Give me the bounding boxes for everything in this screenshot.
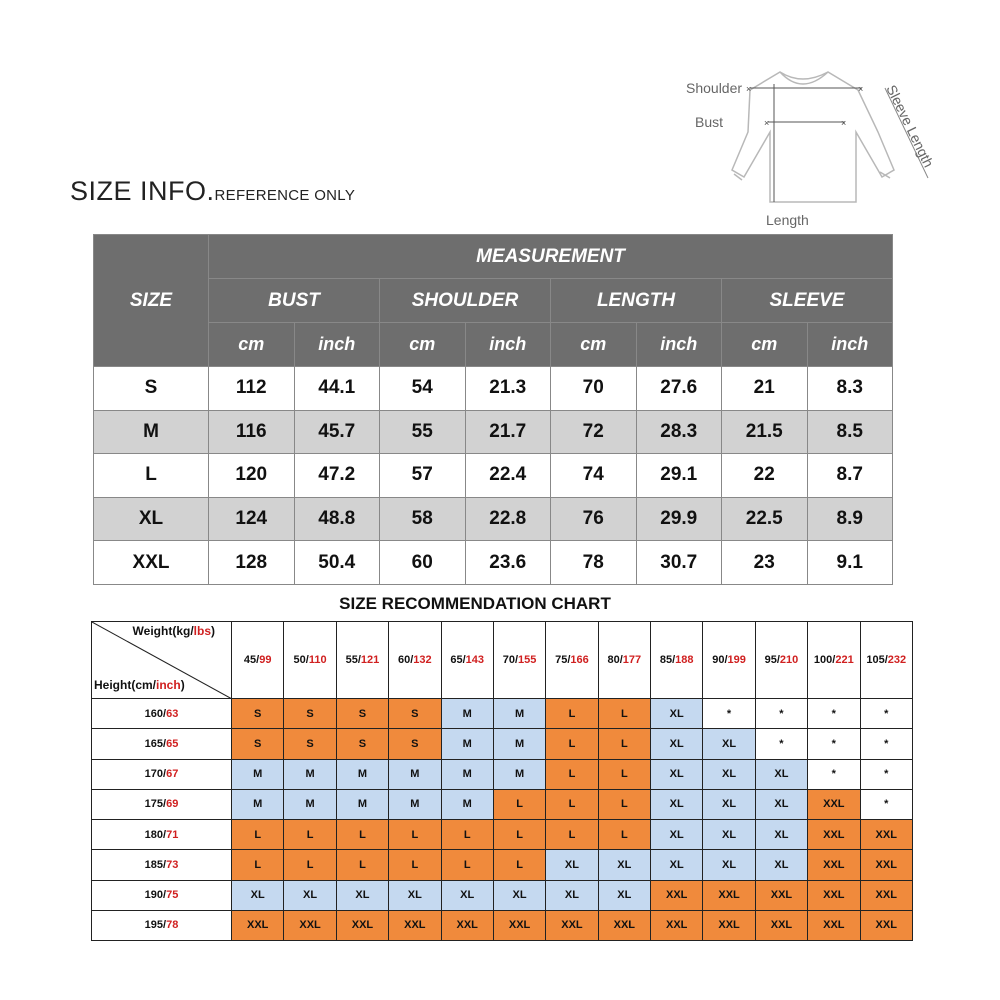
recommended-size-cell: XL (651, 820, 703, 850)
diagram-length-label: Length (766, 212, 809, 228)
weight-header: 105/232 (860, 622, 913, 699)
recommended-size-cell: L (284, 850, 336, 880)
measurement-value: 21.5 (722, 410, 808, 454)
recommended-size-cell: * (808, 729, 860, 759)
recommended-size-cell: XXL (808, 789, 860, 819)
measurement-value: 21 (722, 367, 808, 411)
measurement-row (94, 497, 893, 541)
recommended-size-cell: L (598, 820, 650, 850)
weight-kg: 75 (555, 654, 568, 666)
weight-header: 55/121 (336, 622, 388, 699)
svg-text:×: × (841, 118, 847, 128)
recommendation-table (91, 621, 913, 941)
weight-header: 100/221 (808, 622, 860, 699)
recommended-size-cell: L (546, 789, 598, 819)
recommended-size-cell: XXL (860, 880, 913, 910)
recommended-size-cell: * (860, 789, 913, 819)
recommended-size-cell: XXL (546, 910, 598, 940)
recommended-size-cell: L (441, 820, 493, 850)
diagram-shoulder-label: Shoulder (686, 80, 743, 96)
recommended-size-cell: L (284, 820, 336, 850)
measurement-value: 9.1 (807, 541, 893, 585)
recommended-size-cell: * (860, 729, 913, 759)
measurement-row (94, 367, 893, 411)
measurement-value: 22 (722, 454, 808, 498)
recommended-size-cell: L (493, 820, 545, 850)
recommended-size-cell: M (389, 759, 441, 789)
recommended-size-cell: * (860, 759, 913, 789)
recommended-size-cell: M (441, 729, 493, 759)
weight-kg: 45 (243, 654, 257, 666)
measurement-value: 50.4 (294, 541, 380, 585)
recommended-size-cell: XL (755, 820, 807, 850)
recommended-size-cell: M (232, 759, 284, 789)
recommended-size-cell: M (441, 759, 493, 789)
unit-header: inch (636, 323, 722, 367)
size-cell: XXL (94, 541, 209, 585)
recommendation-row (92, 729, 913, 759)
weight-kg: 60 (397, 654, 411, 666)
weight-lbs: 210 (779, 654, 799, 666)
recommended-size-cell: XXL (755, 880, 807, 910)
recommended-size-cell: XL (703, 759, 755, 789)
recommended-size-cell: XXL (808, 910, 860, 940)
recommended-size-cell: XXL (389, 910, 441, 940)
recommended-size-cell: XXL (598, 910, 650, 940)
weight-header: 90/199 (703, 622, 755, 699)
recommended-size-cell: S (336, 699, 388, 729)
measurement-value: 45.7 (294, 410, 380, 454)
recommended-size-cell: S (389, 729, 441, 759)
recommended-size-cell: S (389, 699, 441, 729)
height-inch: 73 (166, 858, 179, 871)
height-inch: 75 (166, 889, 179, 902)
height-cm: 170 (144, 768, 164, 781)
recommended-size-cell: XL (651, 759, 703, 789)
height-header: 180/71 (92, 820, 232, 850)
recommended-size-cell: L (546, 759, 598, 789)
measurement-value: 55 (380, 410, 466, 454)
recommended-size-cell: XL (651, 699, 703, 729)
height-axis-label: Height(cm/inch) (94, 678, 185, 692)
measurement-value: 22.5 (722, 497, 808, 541)
recommended-size-cell: XL (284, 880, 336, 910)
weight-header: 70/155 (493, 622, 545, 699)
weight-header: 60/132 (389, 622, 441, 699)
recommended-size-cell: XL (651, 789, 703, 819)
recommended-size-cell: * (808, 699, 860, 729)
recommended-size-cell: L (493, 789, 545, 819)
measurement-value: 23.6 (465, 541, 551, 585)
shirt-measurement-diagram (680, 62, 940, 232)
height-header: 175/69 (92, 789, 232, 819)
recommended-size-cell: XL (546, 850, 598, 880)
recommended-size-cell: XXL (860, 910, 913, 940)
sleeve-header: SLEEVE (722, 279, 893, 323)
recommended-size-cell: XXL (232, 910, 284, 940)
height-cm: 190 (144, 889, 164, 902)
height-header: 170/67 (92, 759, 232, 789)
height-inch: 67 (166, 768, 179, 781)
weight-lbs: 166 (570, 654, 589, 666)
measurement-value: 8.5 (807, 410, 893, 454)
shoulder-header: SHOULDER (380, 279, 551, 323)
diagram-bust-label: Bust (695, 114, 724, 130)
recommended-size-cell: S (284, 729, 336, 759)
recommended-size-cell: M (232, 789, 284, 819)
weight-kg: 50 (293, 654, 306, 666)
recommended-size-cell: XXL (808, 820, 860, 850)
unit-header: cm (551, 323, 637, 367)
recommended-size-cell: L (598, 699, 650, 729)
recommended-size-cell: M (389, 789, 441, 819)
recommended-size-cell: XL (441, 880, 493, 910)
measurement-value: 112 (209, 367, 295, 411)
recommended-size-cell: S (336, 729, 388, 759)
weight-kg: 55 (345, 654, 358, 666)
measurement-value: 23 (722, 541, 808, 585)
recommended-size-cell: XL (755, 850, 807, 880)
bust-header: BUST (209, 279, 380, 323)
unit-header: cm (380, 323, 466, 367)
recommended-size-cell: XXL (703, 910, 755, 940)
recommended-size-cell: XL (703, 850, 755, 880)
recommended-size-cell: XL (703, 729, 755, 759)
recommended-size-cell: XXL (336, 910, 388, 940)
recommended-size-cell: L (336, 820, 388, 850)
recommended-size-cell: L (389, 850, 441, 880)
measurement-value: 58 (380, 497, 466, 541)
measurement-value: 124 (209, 497, 295, 541)
measurement-value: 28.3 (636, 410, 722, 454)
weight-header: 45/99 (232, 622, 284, 699)
measurement-value: 8.3 (807, 367, 893, 411)
measurement-value: 22.8 (465, 497, 551, 541)
measurement-value: 72 (551, 410, 637, 454)
size-cell: L (94, 454, 209, 498)
measurement-value: 30.7 (636, 541, 722, 585)
recommended-size-cell: S (232, 699, 284, 729)
weight-kg: 70 (502, 654, 515, 666)
measurement-value: 29.9 (636, 497, 722, 541)
measurement-value: 57 (380, 454, 466, 498)
recommended-size-cell: L (546, 820, 598, 850)
measurement-value: 48.8 (294, 497, 380, 541)
measurement-value: 27.6 (636, 367, 722, 411)
weight-header: 65/143 (441, 622, 493, 699)
weight-kg: 100 (813, 654, 833, 666)
recommended-size-cell: S (284, 699, 336, 729)
height-cm: 175 (144, 798, 164, 811)
measurement-table (93, 234, 893, 585)
weight-lbs: 188 (675, 654, 694, 666)
recommended-size-cell: M (284, 759, 336, 789)
recommendation-title: SIZE RECOMMENDATION CHART (339, 594, 611, 613)
recommended-size-cell: XL (389, 880, 441, 910)
recommended-size-cell: XL (598, 880, 650, 910)
recommendation-row (92, 850, 913, 880)
recommendation-row (92, 759, 913, 789)
height-header: 190/75 (92, 880, 232, 910)
recommended-size-cell: L (598, 759, 650, 789)
measurement-value: 54 (380, 367, 466, 411)
recommendation-row (92, 820, 913, 850)
recommended-size-cell: M (336, 789, 388, 819)
measurement-value: 70 (551, 367, 637, 411)
recommended-size-cell: L (493, 850, 545, 880)
measurement-value: 22.4 (465, 454, 551, 498)
measurement-row (94, 454, 893, 498)
recommended-size-cell: M (284, 789, 336, 819)
unit-header: inch (294, 323, 380, 367)
svg-text:×: × (746, 84, 752, 94)
measurement-header: MEASUREMENT (209, 235, 893, 279)
height-header: 195/78 (92, 910, 232, 940)
measurement-value: 74 (551, 454, 637, 498)
recommended-size-cell: XXL (860, 820, 913, 850)
recommended-size-cell: XL (598, 850, 650, 880)
measurement-value: 128 (209, 541, 295, 585)
recommended-size-cell: XL (755, 759, 807, 789)
recommended-size-cell: L (232, 820, 284, 850)
recommendation-row (92, 789, 913, 819)
recommended-size-cell: L (232, 850, 284, 880)
reference-note: REFERENCE ONLY (214, 187, 356, 204)
height-inch: 65 (166, 737, 179, 750)
measurement-value: 120 (209, 454, 295, 498)
recommended-size-cell: XL (703, 789, 755, 819)
measurement-value: 60 (380, 541, 466, 585)
weight-lbs: 199 (727, 654, 746, 666)
weight-header: 75/166 (546, 622, 598, 699)
weight-lbs: 132 (413, 654, 432, 666)
recommended-size-cell: M (441, 699, 493, 729)
recommended-size-cell: * (755, 699, 807, 729)
recommended-size-cell: * (703, 699, 755, 729)
measurement-value: 78 (551, 541, 637, 585)
recommended-size-cell: XL (755, 789, 807, 819)
weight-kg: 105 (866, 654, 885, 666)
recommended-size-cell: L (546, 729, 598, 759)
height-inch: 63 (166, 707, 179, 720)
weight-header: 95/210 (755, 622, 807, 699)
recommended-size-cell: XXL (703, 880, 755, 910)
recommended-size-cell: L (546, 699, 598, 729)
corner-cell (92, 622, 232, 699)
recommended-size-cell: XL (703, 820, 755, 850)
size-cell: XL (94, 497, 209, 541)
measurement-value: 29.1 (636, 454, 722, 498)
weight-kg: 65 (450, 654, 463, 666)
recommended-size-cell: XL (336, 880, 388, 910)
measurement-value: 47.2 (294, 454, 380, 498)
weight-lbs: 221 (835, 654, 854, 666)
unit-header: cm (209, 323, 295, 367)
height-inch: 69 (166, 798, 179, 811)
height-cm: 180 (144, 828, 164, 841)
recommended-size-cell: XL (651, 850, 703, 880)
recommended-size-cell: L (389, 820, 441, 850)
recommendation-row (92, 910, 913, 940)
size-info-title: SIZE INFO. (70, 176, 215, 206)
weight-lbs: 177 (622, 654, 642, 666)
weight-lbs: 155 (518, 654, 537, 666)
recommended-size-cell: L (336, 850, 388, 880)
weight-lbs: 99 (259, 654, 272, 666)
measurement-value: 21.7 (465, 410, 551, 454)
svg-text:×: × (764, 118, 770, 128)
measurement-value: 8.7 (807, 454, 893, 498)
weight-header: 50/110 (284, 622, 336, 699)
recommended-size-cell: L (598, 789, 650, 819)
weight-header: 80/177 (598, 622, 650, 699)
recommended-size-cell: XL (493, 880, 545, 910)
size-info-heading (70, 176, 355, 207)
height-inch: 71 (166, 828, 179, 841)
unit-header: inch (465, 323, 551, 367)
weight-lbs: 232 (887, 654, 907, 666)
measurement-value: 21.3 (465, 367, 551, 411)
recommended-size-cell: XXL (493, 910, 545, 940)
measurement-row (94, 410, 893, 454)
recommended-size-cell: XXL (755, 910, 807, 940)
recommended-size-cell: XXL (441, 910, 493, 940)
height-inch: 78 (166, 919, 179, 932)
recommended-size-cell: XXL (808, 850, 860, 880)
recommended-size-cell: XL (546, 880, 598, 910)
unit-header: inch (807, 323, 893, 367)
weight-lbs: 110 (308, 654, 327, 666)
height-header: 160/63 (92, 699, 232, 729)
weight-kg: 85 (659, 654, 673, 666)
recommended-size-cell: L (598, 729, 650, 759)
recommended-size-cell: XXL (284, 910, 336, 940)
recommended-size-cell: M (493, 699, 545, 729)
measurement-value: 8.9 (807, 497, 893, 541)
recommended-size-cell: M (336, 759, 388, 789)
height-cm: 195 (144, 919, 164, 932)
height-header: 165/65 (92, 729, 232, 759)
recommended-size-cell: * (755, 729, 807, 759)
weight-kg: 95 (764, 654, 777, 666)
recommended-size-cell: M (441, 789, 493, 819)
recommended-size-cell: XXL (808, 880, 860, 910)
weight-kg: 90 (712, 654, 725, 666)
measurement-value: 44.1 (294, 367, 380, 411)
size-cell: S (94, 367, 209, 411)
recommended-size-cell: XXL (651, 880, 703, 910)
height-cm: 185 (144, 858, 164, 871)
weight-header: 85/188 (651, 622, 703, 699)
weight-kg: 80 (607, 654, 620, 666)
height-cm: 165 (144, 737, 164, 750)
measurement-value: 76 (551, 497, 637, 541)
recommended-size-cell: XXL (860, 850, 913, 880)
height-header: 185/73 (92, 850, 232, 880)
weight-axis-label: Weight(kg/lbs) (132, 624, 215, 638)
recommended-size-cell: M (493, 729, 545, 759)
height-cm: 160 (144, 707, 164, 720)
size-cell: M (94, 410, 209, 454)
size-column-header: SIZE (94, 235, 209, 367)
diagram-sleeve-label: Sleeve Length (883, 82, 937, 170)
weight-lbs: 143 (465, 654, 485, 666)
recommendation-row (92, 699, 913, 729)
unit-header: cm (722, 323, 808, 367)
recommended-size-cell: L (441, 850, 493, 880)
svg-text:×: × (858, 84, 864, 94)
recommended-size-cell: * (860, 699, 913, 729)
recommended-size-cell: * (808, 759, 860, 789)
weight-lbs: 121 (360, 654, 380, 666)
recommendation-row (92, 880, 913, 910)
measurement-value: 116 (209, 410, 295, 454)
recommended-size-cell: M (493, 759, 545, 789)
recommended-size-cell: S (232, 729, 284, 759)
recommended-size-cell: XXL (651, 910, 703, 940)
measurement-row (94, 541, 893, 585)
recommended-size-cell: XL (232, 880, 284, 910)
length-header: LENGTH (551, 279, 722, 323)
recommended-size-cell: XL (651, 729, 703, 759)
